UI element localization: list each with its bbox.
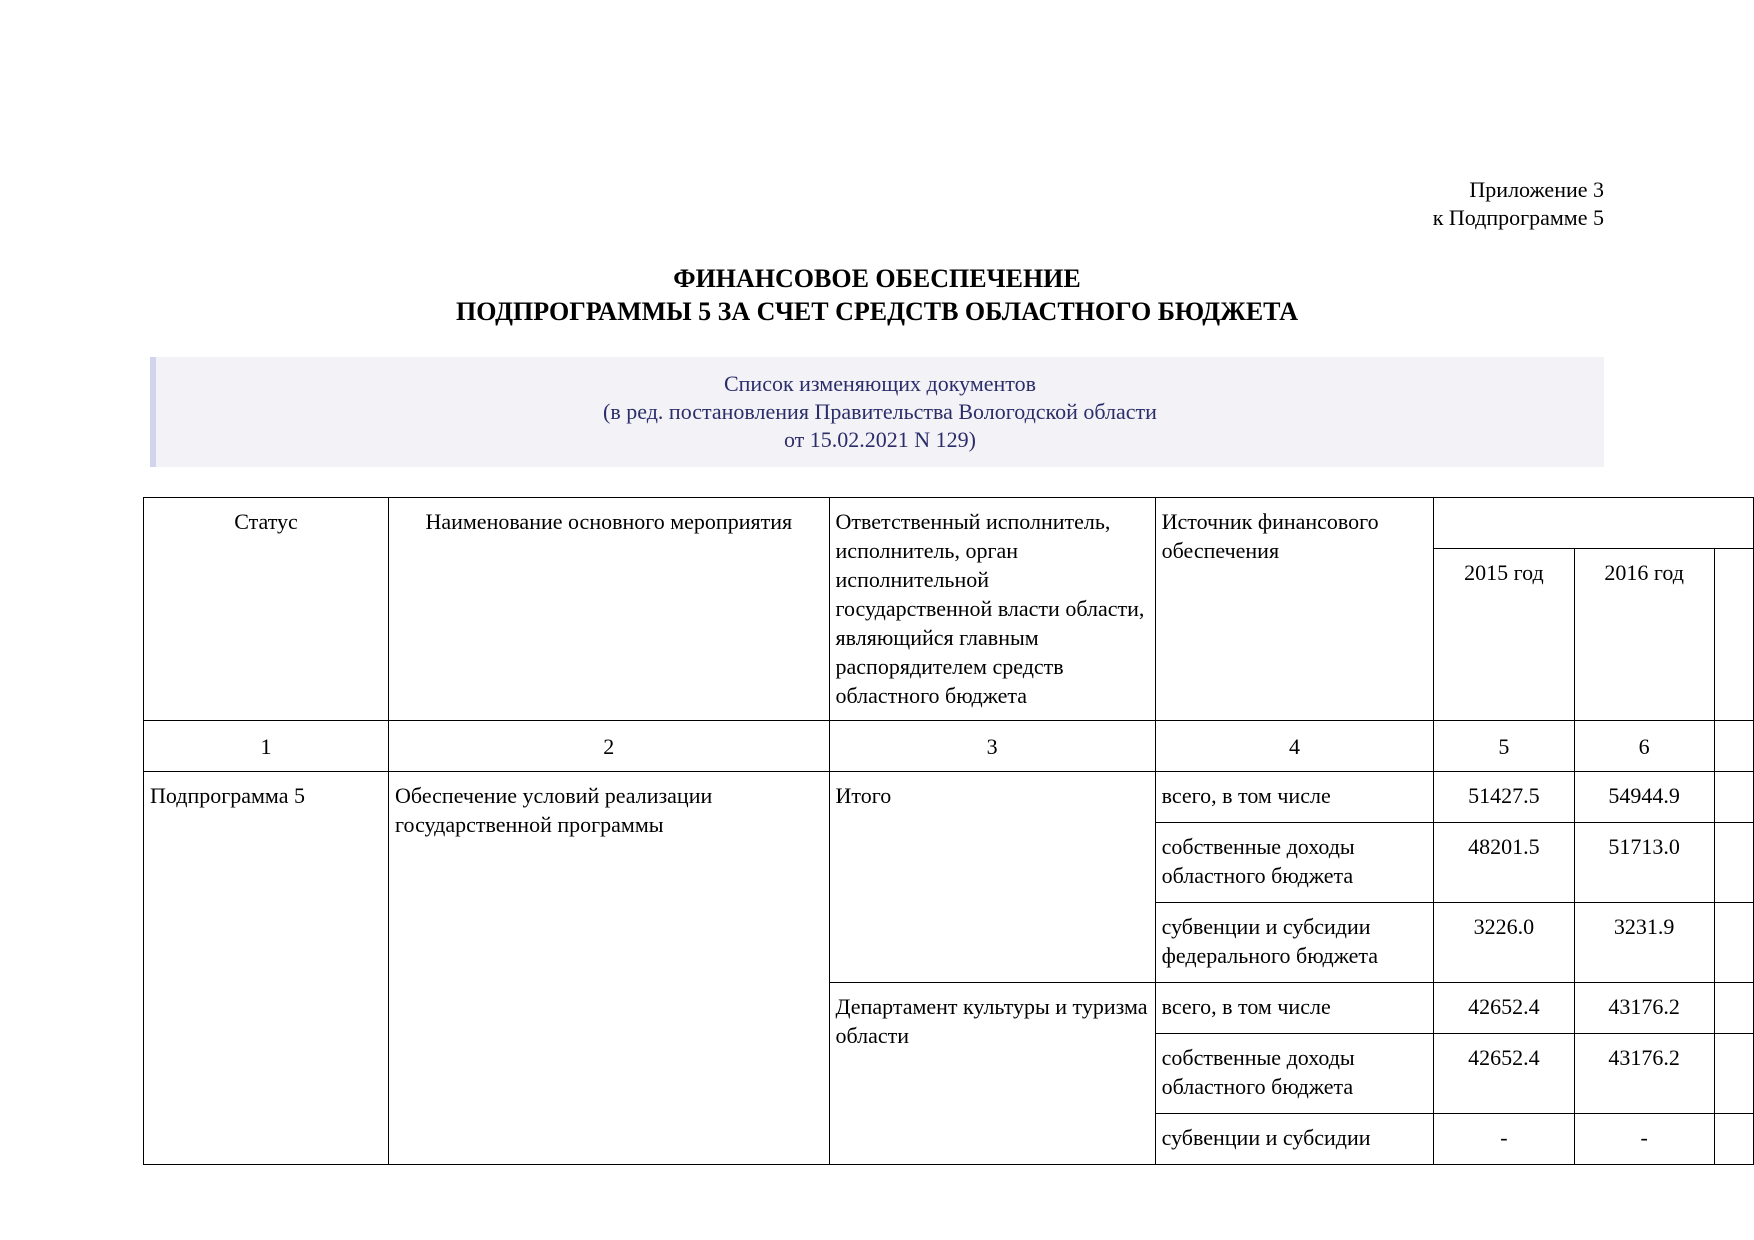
cut-off-cell	[1714, 1034, 1753, 1114]
appendix-line-2: к Подпрограмме 5	[1432, 205, 1604, 230]
source-cell: субвенции и субсидии	[1155, 1114, 1434, 1165]
col-number-2: 2	[389, 721, 829, 772]
header-years-group	[1434, 498, 1754, 549]
title-line-1: ФИНАНСОВОЕ ОБЕСПЕЧЕНИЕ	[673, 264, 1081, 293]
cut-off-cell	[1714, 903, 1753, 983]
col-number-6: 6	[1574, 721, 1714, 772]
cut-off-cell	[1714, 772, 1753, 823]
title-line-2: ПОДПРОГРАММЫ 5 ЗА СЧЕТ СРЕДСТВ ОБЛАСТНОГО БЮДЖЕТА	[455, 297, 1299, 326]
value-2015-cell: 42652.4	[1434, 983, 1574, 1034]
cut-off-cell	[1714, 823, 1753, 903]
value-2015-cell: 3226.0	[1434, 903, 1574, 983]
table-row	[144, 772, 1754, 823]
col-number-5: 5	[1434, 721, 1574, 772]
value-2015-cell: 51427.5	[1434, 772, 1574, 823]
appendix-line-1: Приложение 3	[1469, 177, 1604, 202]
col-number-cut-off	[1714, 721, 1753, 772]
amendments-line-1: Список изменяющих документов	[723, 371, 1036, 396]
header-year-2016: 2016 год	[1574, 549, 1714, 721]
header-name: Наименование основного мероприятия	[389, 498, 829, 721]
status-cell: Подпрограмма 5	[144, 772, 389, 1165]
value-2016-cell: 51713.0	[1574, 823, 1714, 903]
amendments-box	[150, 357, 1604, 467]
source-cell: субвенции и субсидии федерального бюджета	[1155, 903, 1434, 983]
financing-table	[143, 497, 1754, 1165]
amendments-line-3: от 15.02.2021 N 129)	[783, 427, 977, 452]
value-2016-cell: 43176.2	[1574, 1034, 1714, 1114]
value-2016-cell: 54944.9	[1574, 772, 1714, 823]
cut-off-cell	[1714, 983, 1753, 1034]
col-number-3: 3	[829, 721, 1155, 772]
amendments-line-2: (в ред. постановления Правительства Вологодской области	[603, 399, 1157, 424]
col-number-1: 1	[144, 721, 389, 772]
executor-cell: Департамент культуры и туризма области	[829, 983, 1155, 1165]
header-status: Статус	[144, 498, 389, 721]
col-number-4: 4	[1155, 721, 1434, 772]
appendix-note	[1433, 176, 1604, 232]
source-cell: всего, в том числе	[1155, 772, 1434, 823]
executor-cell: Итого	[829, 772, 1155, 983]
value-2015-cell: 48201.5	[1434, 823, 1574, 903]
document-title	[0, 262, 1754, 328]
header-year-2015: 2015 год	[1434, 549, 1574, 721]
source-cell: собственные доходы областного бюджета	[1155, 1034, 1434, 1114]
header-cut-off	[1714, 549, 1753, 721]
measure-name-cell: Обеспечение условий реализации государственной программы	[389, 772, 829, 1165]
header-row	[144, 498, 1754, 549]
source-cell: всего, в том числе	[1155, 983, 1434, 1034]
source-cell: собственные доходы областного бюджета	[1155, 823, 1434, 903]
cut-off-cell	[1714, 1114, 1753, 1165]
value-2016-cell: 43176.2	[1574, 983, 1714, 1034]
column-numbers-row	[144, 721, 1754, 772]
header-executor: Ответственный исполнитель, исполнитель, орган исполнительной государственной власти области, являющийся главным распорядителем средств областного бюджета	[829, 498, 1155, 721]
header-source: Источник финансового обеспечения	[1155, 498, 1434, 721]
value-2015-cell: 42652.4	[1434, 1034, 1574, 1114]
value-2016-cell: -	[1574, 1114, 1714, 1165]
value-2015-cell: -	[1434, 1114, 1574, 1165]
value-2016-cell: 3231.9	[1574, 903, 1714, 983]
